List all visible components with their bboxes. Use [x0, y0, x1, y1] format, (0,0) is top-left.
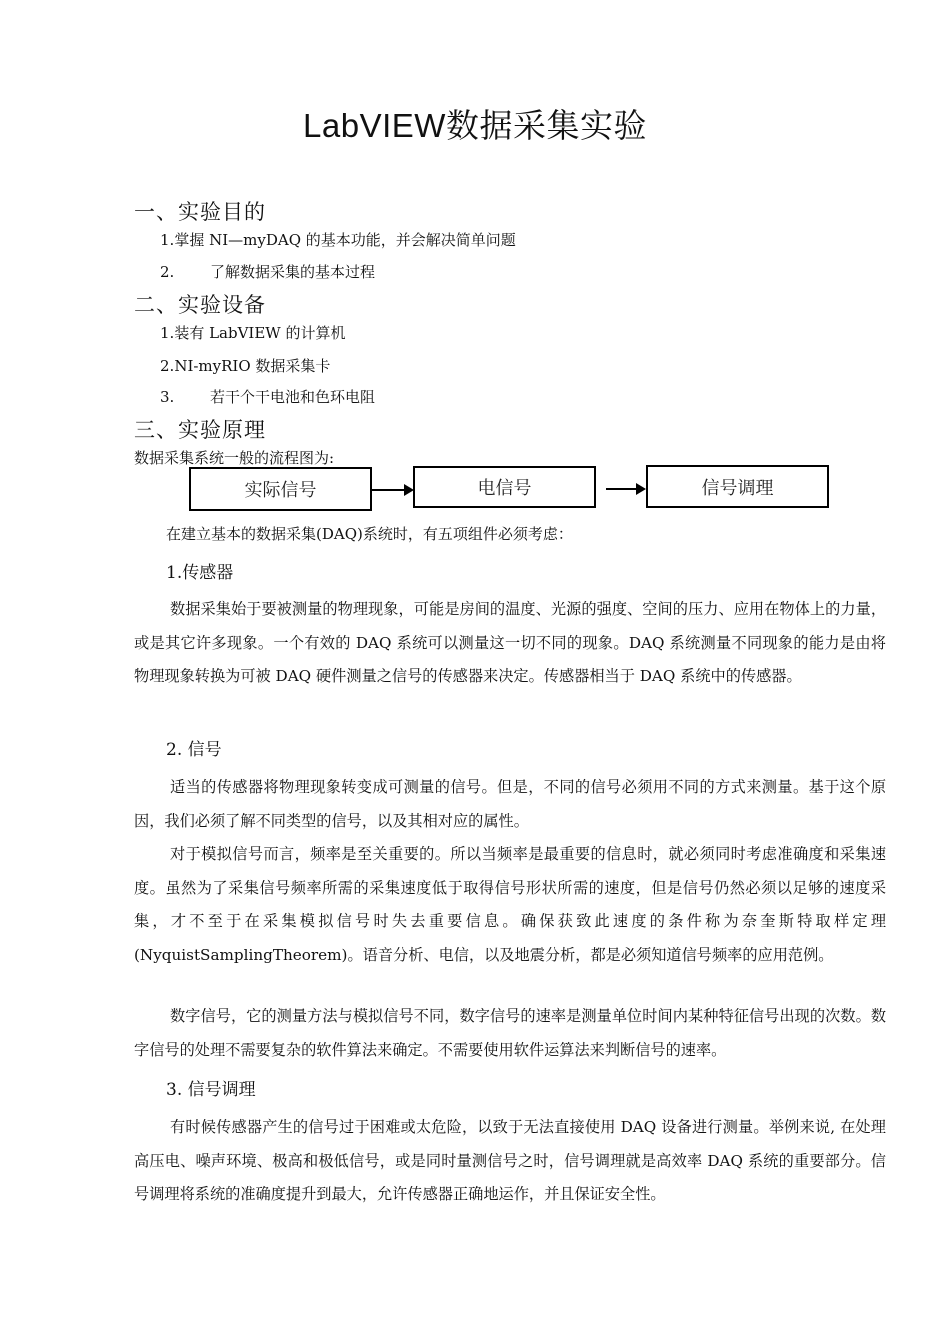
flow-intro: 数据采集系统一般的流程图为:	[134, 449, 335, 467]
components-intro: 在建立基本的数据采集(DAQ)系统时，有五项组件必须考虑：	[166, 525, 573, 543]
subheading-signal: 2. 信号	[166, 740, 222, 760]
equipment-item-3: 3. 若干个干电池和色环电阻	[160, 388, 376, 406]
equipment-item-2: 2.NI-myRIO 数据采集卡	[160, 357, 331, 375]
paragraph-signal-intro: 适当的传感器将物理现象转变成可测量的信号。但是，不同的信号必须用不同的方式来测量。基于这个原因，我们必须了解不同类型的信号，以及其相对应的属性。	[134, 778, 886, 830]
section-heading-principle: 三、实验原理	[134, 418, 266, 442]
paragraph-digital-signal: 数字信号，它的测量方法与模拟信号不同，数字信号的速率是测量单位时间内某种特征信号出现的次数。数字信号的处理不需要复杂的软件算法来确定。不需要使用软件运算法来判断信号的速率。	[134, 1007, 886, 1059]
section-heading-purpose: 一、实验目的	[134, 200, 266, 224]
purpose-item-2: 2. 了解数据采集的基本过程	[160, 263, 376, 281]
subheading-sensor: 1.传感器	[166, 563, 234, 583]
title-cjk: 数据采集实验	[445, 106, 647, 145]
title-latin: LabVIEW	[303, 107, 446, 144]
equipment-item-1: 1.装有 LabVIEW 的计算机	[160, 324, 346, 342]
flow-box-actual-signal: 实际信号	[189, 467, 372, 511]
subheading-signal-conditioning: 3. 信号调理	[166, 1080, 256, 1100]
paragraph-signal-conditioning: 有时候传感器产生的信号过于困难或太危险，以致于无法直接使用 DAQ 设备进行测量。举例来说, 在处理高压电、噪声环境、极高和极低信号，或是同时量测信号之时，信号调理就是高效率 DAQ 系统的重要部分。信号调理将系统的准确度提升到最大，允许传感器正确地运作，并且保证安全性。	[134, 1118, 886, 1203]
purpose-item-1: 1.掌握 NI—myDAQ 的基本功能，并会解决简单问题	[160, 231, 516, 249]
section-heading-equipment: 二、实验设备	[134, 293, 266, 317]
flow-arrow-1	[372, 489, 412, 491]
document-title	[0, 100, 950, 147]
paragraph-analog-signal: 对于模拟信号而言，频率是至关重要的。所以当频率是最重要的信息时，就必须同时考虑准确度和采集速度。虽然为了采集信号频率所需的采集速度低于取得信号形状所需的速度，但是信号仍然必须以足够的速度采集，才不至于在采集模拟信号时失去重要信息。确保获致此速度的条件称为奈奎斯特取样定理(NyquistSamplingTheorem)。语音分析、电信，以及地震分析，都是必须知道信号频率的应用范例。	[134, 845, 886, 964]
paragraph-sensor: 数据采集始于要被测量的物理现象，可能是房间的温度、光源的强度、空间的压力、应用在物体上的力量，或是其它许多现象。一个有效的 DAQ 系统可以测量这一切不同的现象。DAQ 系统测量不同现象的能力是由将物理现象转换为可被 DAQ 硬件测量之信号的传感器来决定。传感器相当于 DAQ 系统中的传感器。	[134, 600, 886, 685]
flow-arrow-2	[606, 488, 644, 490]
flow-box-electric-signal: 电信号	[413, 466, 596, 508]
flow-box-signal-conditioning: 信号调理	[646, 465, 829, 508]
